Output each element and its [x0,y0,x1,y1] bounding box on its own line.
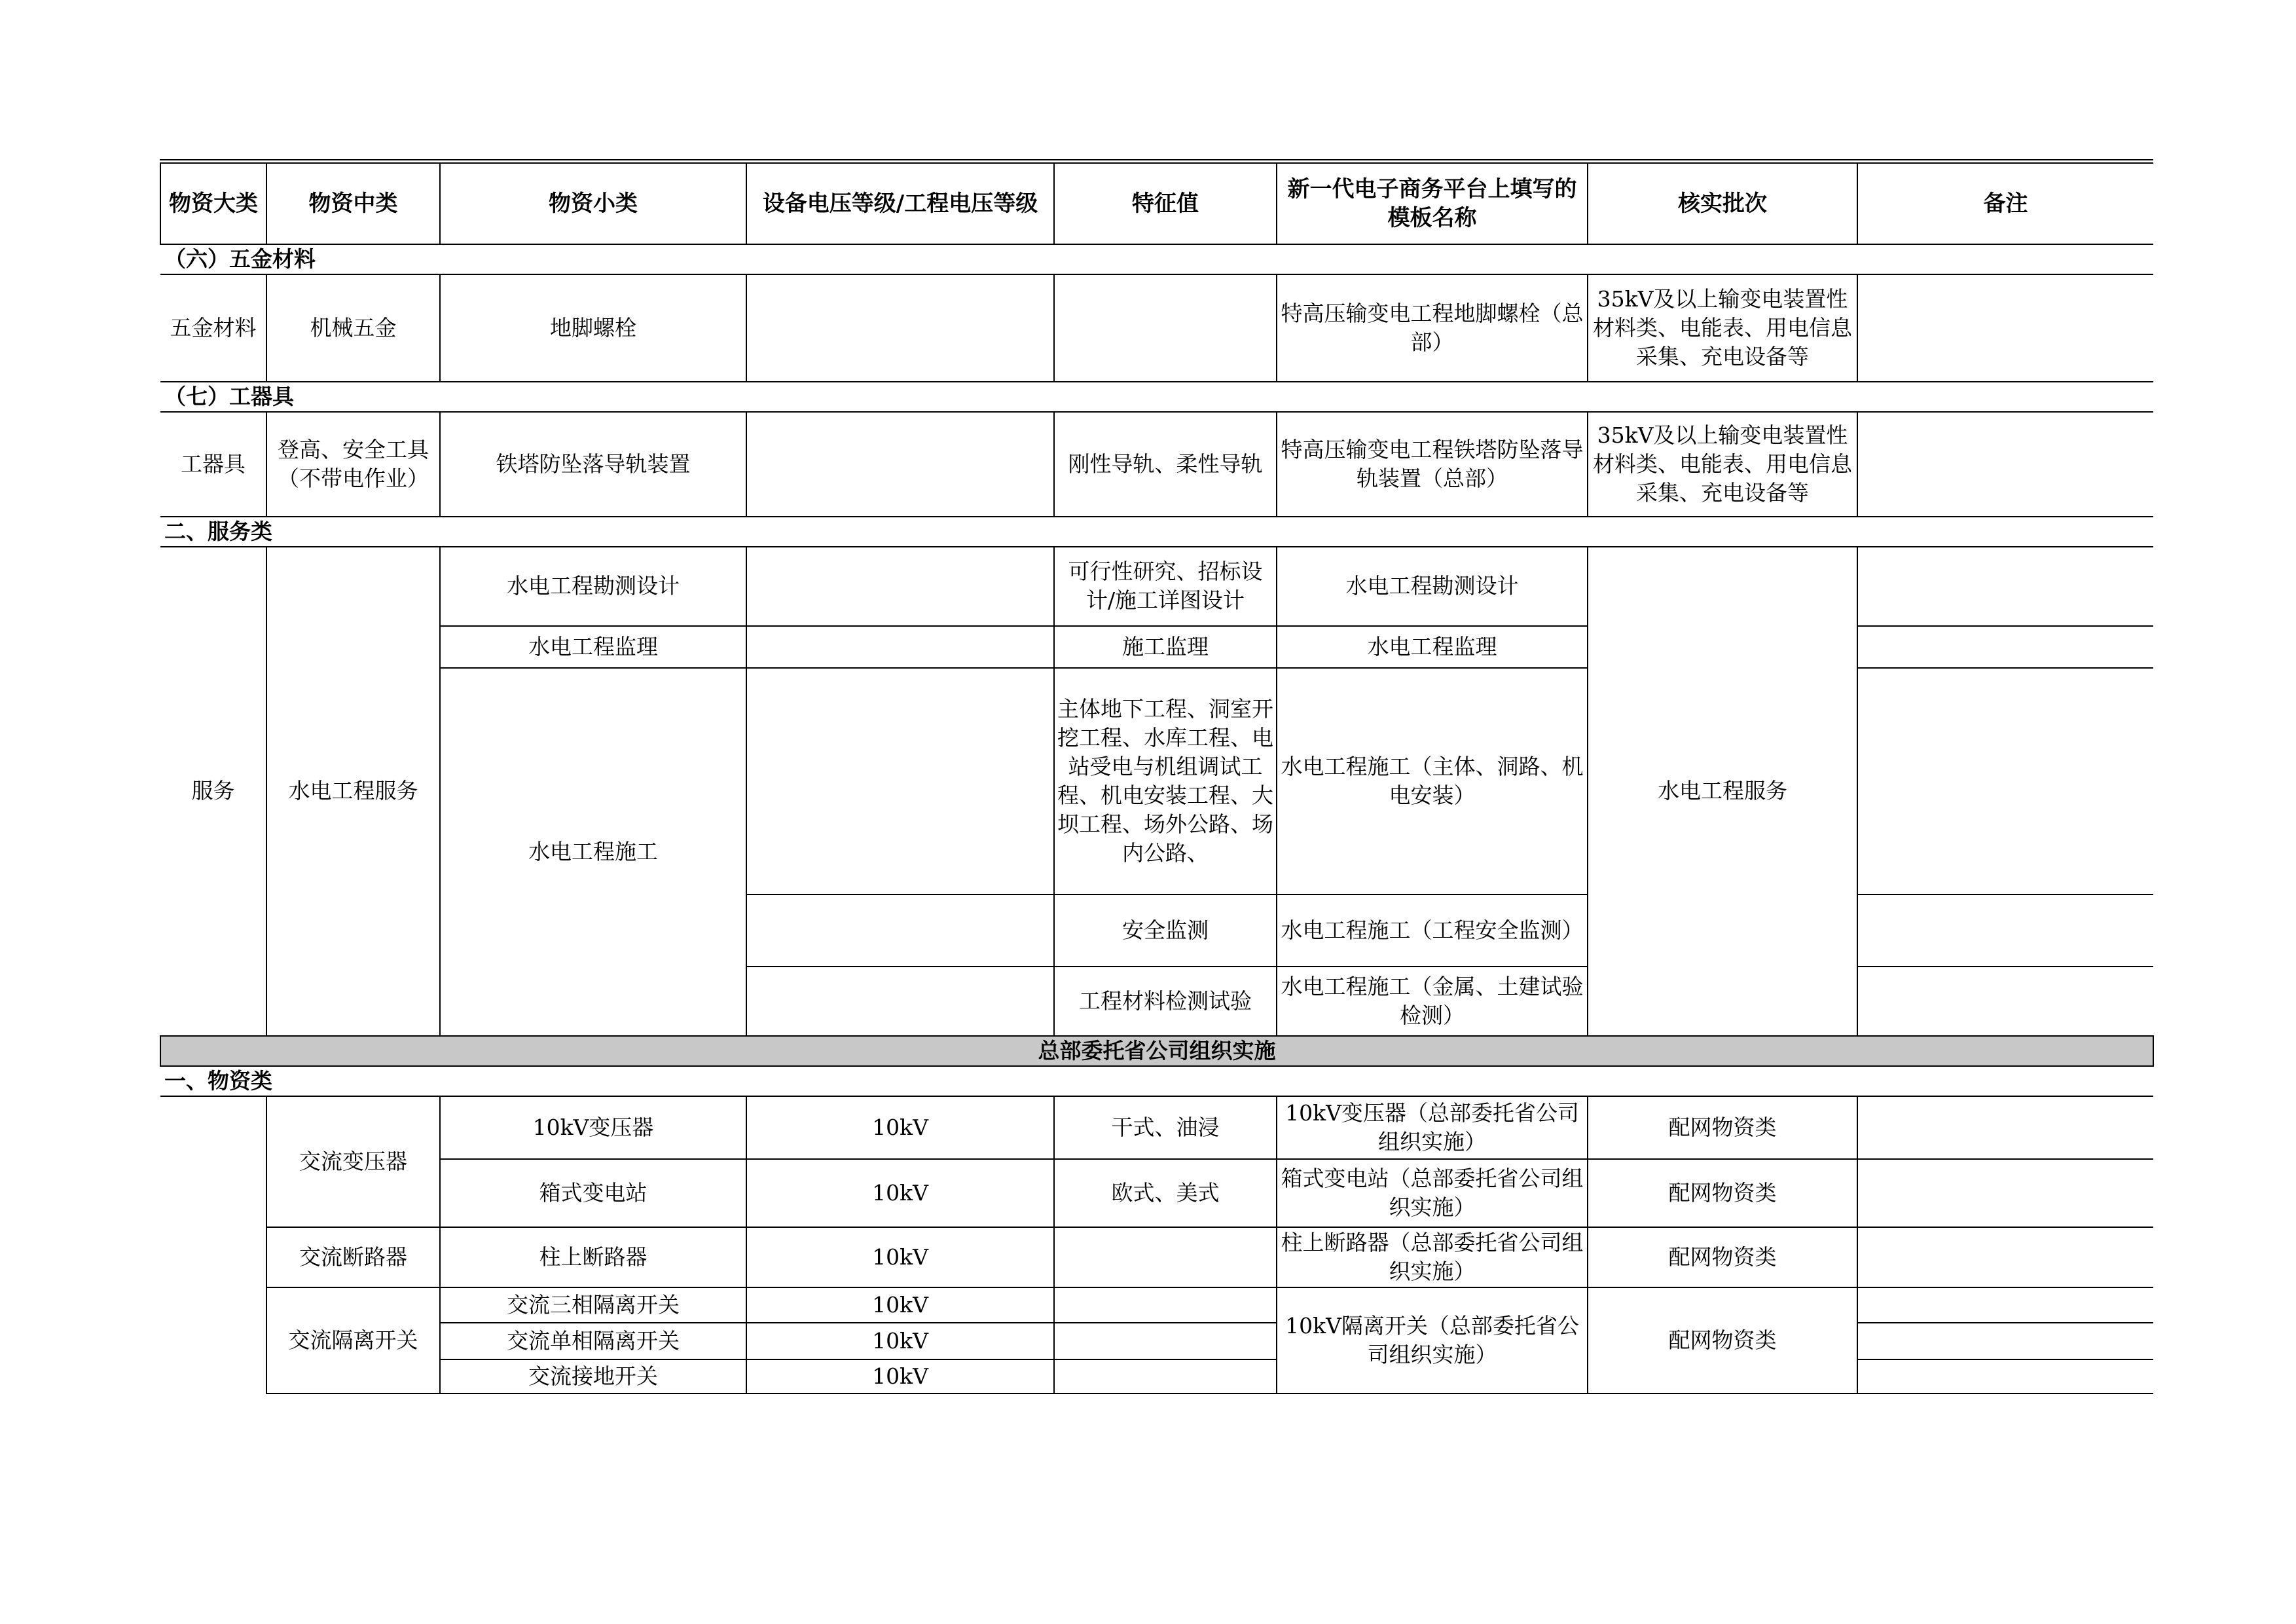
header-note: 备注 [1857,162,2153,244]
section-materials: 一、物资类 [160,1066,2153,1096]
cell-template: 水电工程监理 [1277,626,1588,668]
cell-minor: 柱上断路器 [440,1227,746,1287]
table-row [160,274,2153,382]
cell-batch: 35kV及以上输变电装置性材料类、电能表、用电信息采集、充电设备等 [1588,412,1857,517]
cell-template: 10kV隔离开关（总部委托省公司组织实施） [1277,1287,1588,1393]
cell-note [1857,1096,2153,1159]
cell-batch: 35kV及以上输变电装置性材料类、电能表、用电信息采集、充电设备等 [1588,274,1857,382]
cell-template: 10kV变压器（总部委托省公司组织实施） [1277,1096,1588,1159]
table-row [160,1159,2153,1227]
cell-major-blank [160,1096,266,1393]
header-feature: 特征值 [1054,162,1277,244]
cell-note [1857,967,2153,1036]
cell-note [1857,1323,2153,1359]
cell-minor: 10kV变压器 [440,1096,746,1159]
cell-feature: 施工监理 [1054,626,1277,668]
table-row [160,412,2153,517]
header-row [160,162,2153,244]
cell-note [1857,1227,2153,1287]
cell-feature [1054,1359,1277,1393]
cell-note [1857,895,2153,967]
cell-feature: 安全监测 [1054,895,1277,967]
cell-template: 水电工程施工（工程安全监测） [1277,895,1588,967]
header-middle: 物资中类 [266,162,440,244]
cell-batch: 配网物资类 [1588,1227,1857,1287]
cell-feature: 工程材料检测试验 [1054,967,1277,1036]
cell-feature [1054,1227,1277,1287]
cell-minor: 水电工程勘测设计 [440,547,746,626]
section-row [160,244,2153,274]
cell-template: 水电工程施工（金属、土建试验检测） [1277,967,1588,1036]
cell-middle: 水电工程服务 [266,547,440,1036]
cell-middle: 交流变压器 [266,1096,440,1227]
cell-feature: 干式、油浸 [1054,1096,1277,1159]
cell-voltage [746,274,1054,382]
cell-voltage [746,967,1054,1036]
cell-voltage: 10kV [746,1159,1054,1227]
section-hardware: （六）五金材料 [160,244,2153,274]
header-template: 新一代电子商务平台上填写的模板名称 [1277,162,1588,244]
table-row [160,1096,2153,1159]
material-table [160,159,2154,1394]
cell-note [1857,668,2153,895]
table-row [160,547,2153,626]
section-row [160,1066,2153,1096]
cell-template: 水电工程施工（主体、洞路、机电安装） [1277,668,1588,895]
cell-voltage: 10kV [746,1359,1054,1393]
cell-feature: 可行性研究、招标设计/施工详图设计 [1054,547,1277,626]
cell-voltage: 10kV [746,1287,1054,1323]
cell-feature [1054,274,1277,382]
cell-feature [1054,1323,1277,1359]
cell-batch: 水电工程服务 [1588,547,1857,1036]
cell-template: 特高压输变电工程铁塔防坠落导轨装置（总部） [1277,412,1588,517]
cell-middle: 交流断路器 [266,1227,440,1287]
section-tools: （七）工器具 [160,382,2153,412]
cell-batch: 配网物资类 [1588,1159,1857,1227]
cell-note [1857,626,2153,668]
cell-voltage [746,626,1054,668]
cell-middle: 机械五金 [266,274,440,382]
section-row [160,382,2153,412]
cell-middle: 登高、安全工具（不带电作业） [266,412,440,517]
cell-note [1857,1287,2153,1323]
cell-template: 水电工程勘测设计 [1277,547,1588,626]
cell-feature [1054,1287,1277,1323]
table-row [160,1227,2153,1287]
cell-batch: 配网物资类 [1588,1096,1857,1159]
cell-batch: 配网物资类 [1588,1287,1857,1393]
cell-template: 箱式变电站（总部委托省公司组织实施） [1277,1159,1588,1227]
cell-minor: 水电工程施工 [440,668,746,1036]
cell-voltage: 10kV [746,1323,1054,1359]
cell-voltage: 10kV [746,1227,1054,1287]
cell-minor: 交流单相隔离开关 [440,1323,746,1359]
cell-note [1857,1359,2153,1393]
cell-note [1857,412,2153,517]
header-batch: 核实批次 [1588,162,1857,244]
cell-note [1857,274,2153,382]
cell-feature: 欧式、美式 [1054,1159,1277,1227]
cell-middle: 交流隔离开关 [266,1287,440,1393]
cell-template: 特高压输变电工程地脚螺栓（总部） [1277,274,1588,382]
cell-major: 五金材料 [160,274,266,382]
cell-minor: 交流三相隔离开关 [440,1287,746,1323]
header-minor: 物资小类 [440,162,746,244]
band-row [160,1036,2153,1066]
material-table-sheet [160,159,2154,1394]
cell-major: 工器具 [160,412,266,517]
section-row [160,517,2153,547]
section-band: 总部委托省公司组织实施 [160,1036,2153,1066]
cell-voltage [746,895,1054,967]
cell-feature: 主体地下工程、洞室开挖工程、水库工程、电站受电与机组调试工程、机电安装工程、大坝工程、场外公路、场内公路、 [1054,668,1277,895]
cell-major: 服务 [160,547,266,1036]
table-row [160,1287,2153,1323]
cell-minor: 铁塔防坠落导轨装置 [440,412,746,517]
cell-note [1857,1159,2153,1227]
cell-minor: 箱式变电站 [440,1159,746,1227]
section-services: 二、服务类 [160,517,2153,547]
cell-minor: 交流接地开关 [440,1359,746,1393]
cell-feature: 刚性导轨、柔性导轨 [1054,412,1277,517]
header-major: 物资大类 [160,162,266,244]
cell-voltage: 10kV [746,1096,1054,1159]
cell-minor: 地脚螺栓 [440,274,746,382]
header-voltage: 设备电压等级/工程电压等级 [746,162,1054,244]
cell-minor: 水电工程监理 [440,626,746,668]
cell-voltage [746,547,1054,626]
cell-voltage [746,668,1054,895]
cell-voltage [746,412,1054,517]
cell-template: 柱上断路器（总部委托省公司组织实施） [1277,1227,1588,1287]
cell-note [1857,547,2153,626]
